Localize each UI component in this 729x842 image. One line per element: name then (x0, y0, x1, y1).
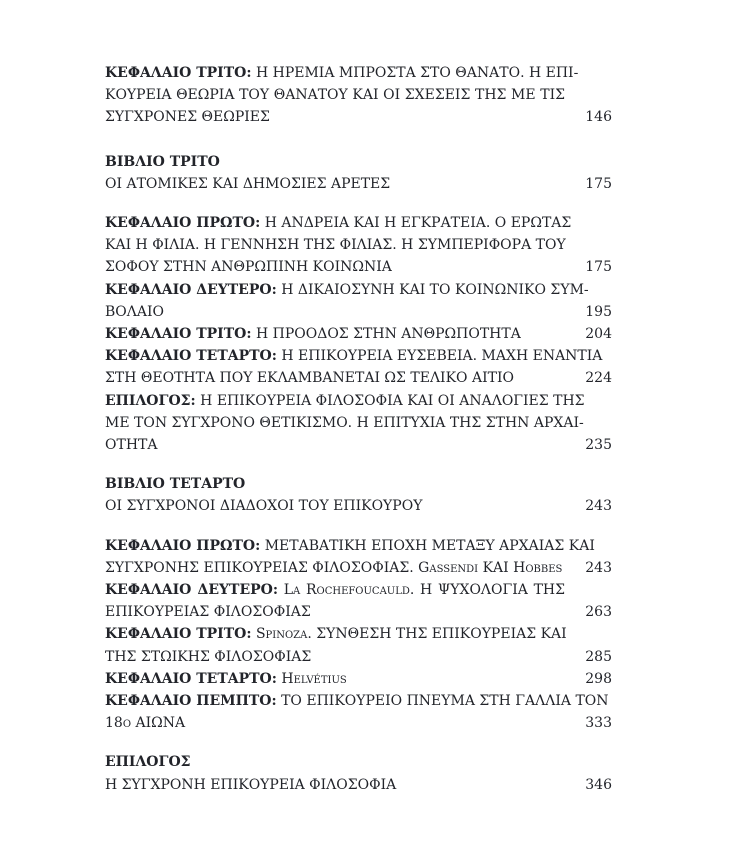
page-number: 235 (585, 437, 612, 454)
chapter-title-text: Η ΔΙΚΑΙΟΣΥΝΗ ΚΑΙ ΤΟ ΚΟΙΝΩΝΙΚΟ ΣΥΜ- (281, 281, 589, 298)
table-of-contents (105, 62, 612, 796)
chapter-label: ΚΕΦΑΛΑΙΟ ΠΕΜΠΤΟ: (105, 693, 277, 710)
toc-entry-line (105, 279, 589, 301)
chapter-label: ΚΕΦΑΛΑΙΟ ΔΕΥΤΕΡΟ: (105, 582, 279, 599)
chapter-title-text: Η ΠΡΟΟΔΟΣ ΣΤΗΝ ΑΝΘΡΩΠΟΤΗΤΑ (255, 326, 521, 343)
book-heading-line (105, 473, 565, 495)
chapter-title-text: ΤΟ ΕΠΙΚΟΥΡΕΙΟ ΠΝΕΥΜΑ ΣΤΗ ΓΑΛΛΙΑ ΤΟΝ (281, 693, 609, 710)
page-number: 204 (585, 326, 612, 343)
chapter-title-text: ΒΟΛΑΙΟ (105, 303, 164, 320)
page-number: 333 (585, 715, 612, 732)
page-number: 243 (585, 559, 612, 576)
toc-entry-line (105, 535, 595, 557)
toc-book-header-3 (105, 151, 612, 195)
toc-entry-last-line (105, 601, 612, 623)
book-subtitle-text: ΟΙ ΣΥΓΧΡΟΝΟΙ ΔΙΑΔΟΧΟΙ ΤΟΥ ΕΠΙΚΟΥΡΟΥ (105, 498, 423, 515)
page-number: 298 (585, 670, 612, 687)
toc-group-4 (105, 473, 612, 517)
book-heading-line (105, 751, 565, 773)
book-subtitle-text: ΟΙ ΑΤΟΜΙΚΕΣ ΚΑΙ ΔΗΜΟΣΙΕΣ ΑΡΕΤΕΣ (105, 175, 391, 192)
chapter-title-text: Η ΑΝΔΡΕΙΑ ΚΑΙ Η ΕΓΚΡΑΤΕΙΑ. Ο ΕΡΩΤΑΣ (264, 215, 572, 232)
toc-entry-224 (105, 345, 612, 389)
chapter-label: ΕΠΙΛΟΓΟΣ: (105, 392, 196, 409)
toc-entry-last-line (105, 774, 612, 796)
toc-group-3 (105, 212, 612, 456)
page-number: 243 (585, 498, 612, 515)
toc-entry-last-line (105, 256, 612, 278)
chapter-title-text: Η ΗΡΕΜΙΑ ΜΠΡΟΣΤΑ ΣΤΟ ΘΑΝΑΤΟ. Η ΕΠΙ- (255, 65, 579, 81)
toc-group-5 (105, 535, 612, 735)
toc-book-header-4 (105, 473, 612, 517)
toc-entry-last-line (105, 367, 612, 389)
book-heading: ΒΙΒΛΙΟ ΤΕΤΑΡΤΟ (105, 476, 246, 493)
chapter-title-text: ΕΠΙΚΟΥΡΕΙΑΣ ΦΙΛΟΣΟΦΙΑΣ (105, 604, 311, 621)
chapter-title-text: Η ΕΠΙΚΟΥΡΕΙΑ ΕΥΣΕΒΕΙΑ. ΜΑΧΗ ΕΝΑΝΤΙΑ (281, 348, 603, 365)
toc-entry-line: ΚΑΙ Η ΦΙΛΙΑ. Η ΓΕΝΝΗΣΗ ΤΗΣ ΦΙΛΙΑΣ. Η ΣΥΜΠΕΡΙΦΟΡΑ ΤΟΥ (105, 237, 566, 254)
toc-entry-last-line (105, 301, 612, 323)
toc-entry-last-line (105, 646, 612, 668)
toc-entry-line (105, 690, 609, 712)
toc-entry-333 (105, 690, 612, 734)
chapter-title-text: ΜΕΤΑΒΑΤΙΚΗ ΕΠΟΧΗ ΜΕΤΑΞΥ ΑΡΧΑΙΑΣ ΚΑΙ (264, 537, 595, 554)
chapter-title-text: ΟΤΗΤΑ (105, 437, 158, 454)
page-number: 175 (585, 175, 612, 192)
toc-group-6 (105, 751, 612, 795)
toc-entry-last-line (105, 106, 612, 128)
chapter-label: ΚΕΦΑΛΑΙΟ ΤΕΤΑΡΤΟ: (105, 348, 277, 365)
toc-entry-285 (105, 623, 612, 667)
toc-entry-line: ΚΟΥΡΕΙΑ ΘΕΩΡΙΑ ΤΟΥ ΘΑΝΑΤΟΥ ΚΑΙ ΟΙ ΣΧΕΣΕΙΣ ΤΗΣ ΜΕ ΤΙΣ (105, 87, 565, 104)
chapter-title-text: Spinoza. ΣΥΝΘΕΣΗ ΤΗΣ ΕΠΙΚΟΥΡΕΙΑΣ ΚΑΙ (255, 626, 567, 643)
toc-entry-line (105, 579, 565, 601)
chapter-label: ΚΕΦΑΛΑΙΟ ΤΡΙΤΟ: (105, 626, 252, 643)
toc-entry-last-line (105, 668, 612, 690)
book-heading-line (105, 151, 565, 173)
toc-entry-line (105, 212, 572, 234)
toc-entry-last-line (105, 495, 612, 517)
toc-group-2 (105, 151, 612, 195)
chapter-title-text: ΤΗΣ ΣΤΩΙΚΗΣ ΦΙΛΟΣΟΦΙΑΣ (105, 648, 312, 665)
toc-entry-263 (105, 579, 612, 623)
page-number: 224 (585, 370, 612, 387)
toc-entry-line (105, 390, 585, 412)
toc-epilogue-header (105, 751, 612, 795)
chapter-label: ΚΕΦΑΛΑΙΟ ΤΡΙΤΟ: (105, 326, 252, 343)
chapter-title-text (105, 671, 347, 687)
chapter-label: ΚΕΦΑΛΑΙΟ ΤΕΤΑΡΤΟ: (105, 670, 277, 687)
epilogue-heading: ΕΠΙΛΟΓΟΣ (105, 754, 191, 771)
chapter-title-text: Helvétius (281, 670, 347, 687)
book-heading: ΒΙΒΛΙΟ ΤΡΙΤΟ (105, 153, 220, 170)
toc-entry-last-line (105, 557, 612, 579)
toc-entry-line (105, 623, 565, 645)
chapter-title-text (105, 326, 521, 342)
toc-entry-298 (105, 668, 612, 690)
toc-entry-146 (105, 62, 612, 129)
chapter-label: ΚΕΦΑΛΑΙΟ ΤΡΙΤΟ: (105, 65, 252, 81)
toc-entry-175 (105, 212, 612, 279)
chapter-title-text: 18ο ΑΙΩΝΑ (105, 715, 186, 732)
chapter-title-text: La Rochefoucauld. Η ΨΥΧΟΛΟΓΙΑ ΤΗΣ (283, 582, 566, 599)
chapter-title-text: ΣΤΗ ΘΕΟΤΗΤΑ ΠΟΥ ΕΚΛΑΜΒΑΝΕΤΑΙ ΩΣ ΤΕΛΙΚΟ ΑΙΤΙΟ (105, 370, 514, 387)
page-number: 146 (585, 109, 612, 126)
chapter-title-text: ΣΟΦΟΥ ΣΤΗΝ ΑΝΘΡΩΠΙΝΗ ΚΟΙΝΩΝΙΑ (105, 259, 392, 276)
toc-entry-line (105, 62, 579, 84)
page-number: 263 (585, 604, 612, 621)
toc-entry-line: ΜΕ ΤΟΝ ΣΥΓΧΡΟΝΟ ΘΕΤΙΚΙΣΜΟ. Η ΕΠΙΤΥΧΙΑ ΤΗΣ ΣΤΗΝ ΑΡΧΑΙ- (105, 414, 584, 431)
toc-entry-195 (105, 279, 612, 323)
toc-entry-235 (105, 390, 612, 457)
page-number: 195 (585, 303, 612, 320)
chapter-label: ΚΕΦΑΛΑΙΟ ΠΡΩΤΟ: (105, 537, 261, 554)
toc-entry-243 (105, 535, 612, 579)
toc-entry-last-line (105, 712, 612, 734)
chapter-title-text: ΣΥΓΧΡΟΝΗΣ ΕΠΙΚΟΥΡΕΙΑΣ ΦΙΛΟΣΟΦΙΑΣ. Gassendi ΚΑΙ Hobbes (105, 559, 563, 576)
chapter-title-text: Η ΕΠΙΚΟΥΡΕΙΑ ΦΙΛΟΣΟΦΙΑ ΚΑΙ ΟΙ ΑΝΑΛΟΓΙΕΣ ΤΗΣ (200, 392, 585, 409)
chapter-title-text: ΣΥΓΧΡΟΝΕΣ ΘΕΩΡΙΕΣ (105, 109, 270, 126)
toc-entry-204 (105, 323, 612, 345)
page-number: 285 (585, 648, 612, 665)
chapter-label: ΚΕΦΑΛΑΙΟ ΠΡΩΤΟ: (105, 215, 261, 232)
toc-group-1 (105, 62, 612, 129)
toc-entry-last-line (105, 323, 612, 345)
chapter-label: ΚΕΦΑΛΑΙΟ ΔΕΥΤΕΡΟ: (105, 281, 277, 298)
toc-entry-line (105, 345, 603, 367)
page-number: 175 (585, 259, 612, 276)
toc-entry-last-line (105, 173, 612, 195)
page-number: 346 (585, 776, 612, 793)
toc-entry-last-line (105, 434, 612, 456)
epilogue-subtitle-text: Η ΣΥΓΧΡΟΝΗ ΕΠΙΚΟΥΡΕΙΑ ΦΙΛΟΣΟΦΙΑ (105, 776, 397, 793)
